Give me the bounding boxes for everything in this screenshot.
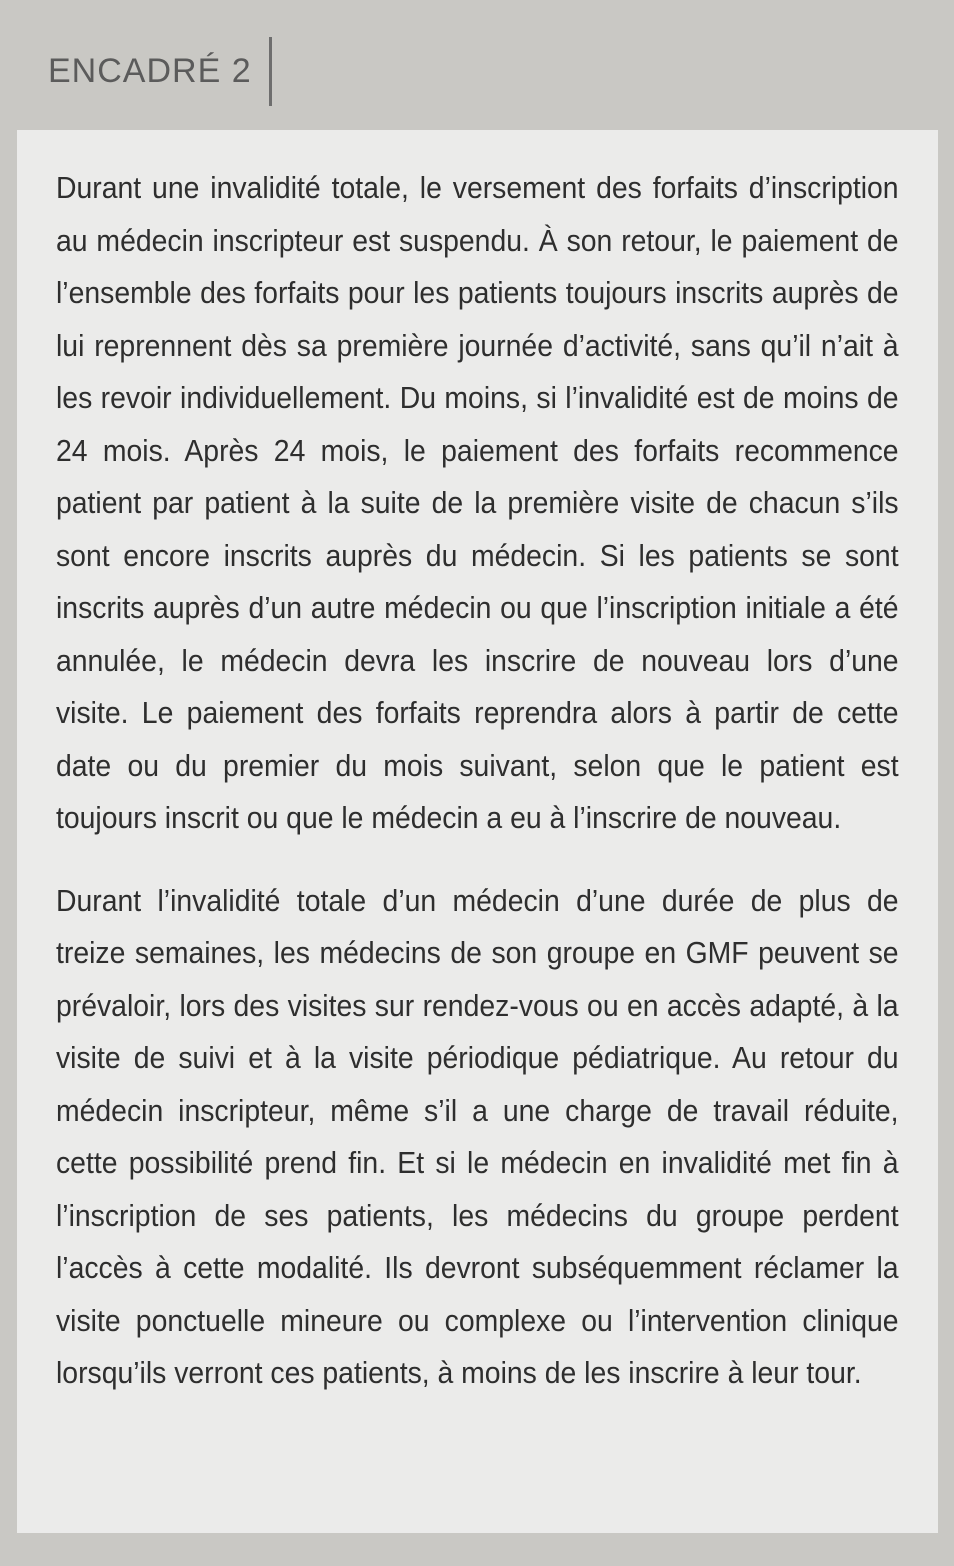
content-panel — [17, 130, 938, 1533]
header-divider — [269, 37, 272, 106]
paragraph: Durant l’invalidité totale d’un médecin d’une durée de plus de treize semaines, les médecins de son groupe en GMF peuvent se prévaloir, lors des visites sur rendez-vous ou en accès adapté, à la visite de suivi et à la visite périodique pédiatrique. Au retour du médecin inscripteur, même s’il a une charge de travail réduite, cette possibilité prend fin. Et si le médecin en invalidité met fin à l’inscription de ses patients, les médecins du groupe perdent l’accès à cette modalité. Ils devront subséquemment réclamer la visite ponctuelle mineure ou complexe ou l’intervention clinique lorsqu’ils verront ces patients, à moins de les inscrire à leur tour. — [56, 883, 899, 1390]
box-label: ENCADRÉ 2 — [48, 52, 252, 90]
box-header — [0, 0, 954, 130]
box-body — [56, 162, 899, 1400]
paragraph: Durant une invalidité totale, le versement des forfaits d’inscription au médecin inscripteur est suspendu. À son retour, le paiement de l’ensemble des forfaits pour les patients toujours inscrits auprès de lui reprennent dès sa première journée d’activité, sans qu’il n’ait à les revoir individuellement. Du moins, si l’invalidité est de moins de 24 mois. Après 24 mois, le paiement des forfaits recommence patient par patient à la suite de la première visite de chacun s’ils sont encore inscrits auprès du médecin. Si les patients se sont inscrits auprès d’un autre médecin ou que l’inscription initiale a été annulée, le médecin devra les inscrire de nouveau lors d’une visite. Le paiement des forfaits reprendra alors à partir de cette date ou du premier du mois suivant, selon que le patient est toujours inscrit ou que le médecin a eu à l’inscrire de nouveau. — [56, 171, 899, 835]
